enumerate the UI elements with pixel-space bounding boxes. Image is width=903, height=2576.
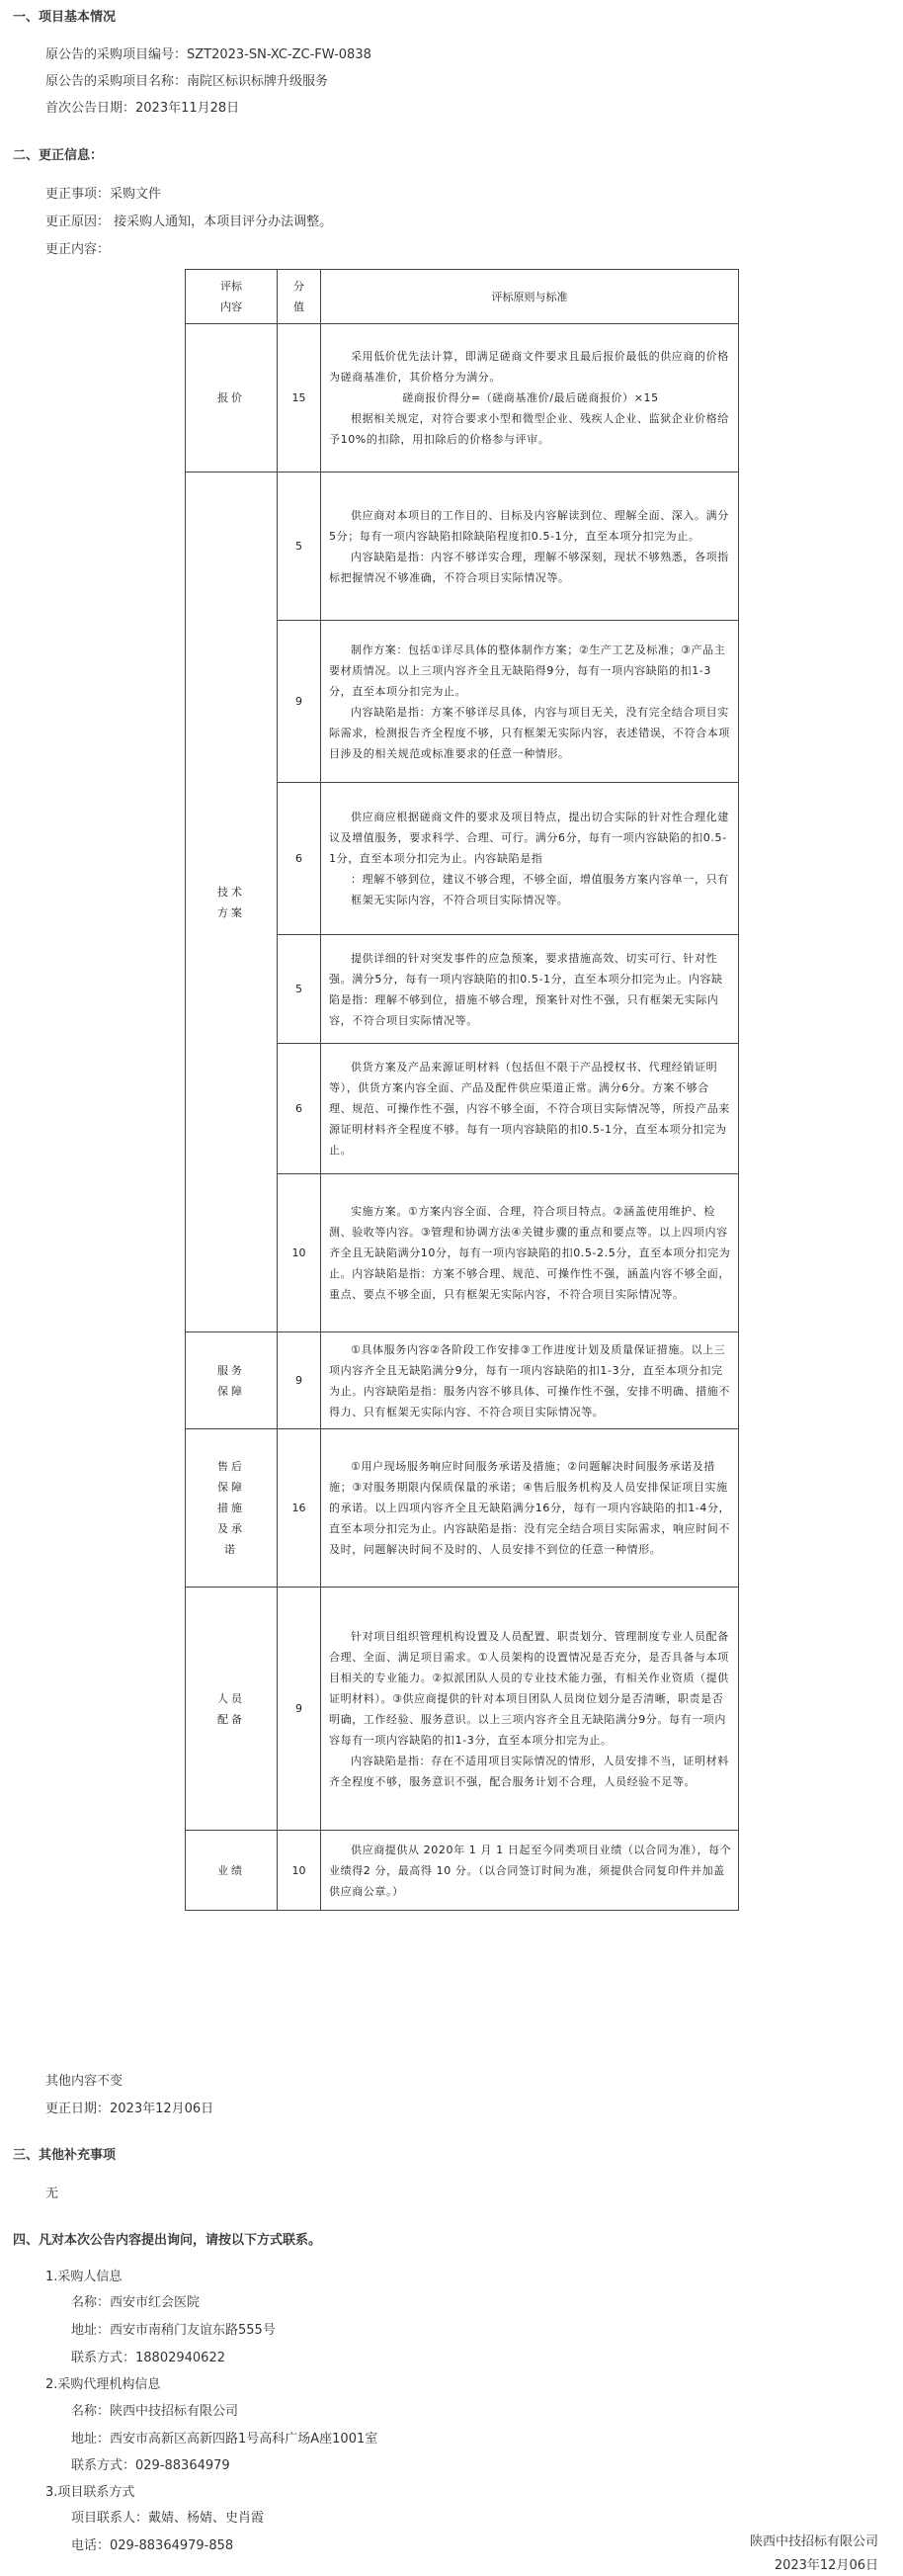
score-tech-2: 9 bbox=[278, 621, 321, 783]
change-reason: 更正原因： 接采购人通知，本项目评分办法调整。 bbox=[45, 215, 333, 229]
change-date: 更正日期：2023年12月06日 bbox=[45, 2102, 214, 2116]
score-price: 15 bbox=[278, 324, 321, 472]
supplement-text: 无 bbox=[45, 2187, 59, 2201]
table-row-after-sales bbox=[186, 1429, 739, 1588]
table-header-row bbox=[186, 270, 739, 324]
category-after-sales: 售后 保障 措施 及承 诺 bbox=[186, 1429, 278, 1588]
criteria-staff: 针对项目组织管理机构设置及人员配置、职责划分、管理制度专业人员配备合理、全面、满足项目需求。①人员架构的设置情况是否充分，是否具备与本项目相关的专业能力。②拟派团队人员的专业技术能力强，有相关作业资质（提供证明材料）。③供应商提供的针对本项目团队人员岗位划分是否清晰，职责是否明确，工作经验、服务意识。以上三项内容齐全且无缺陷满分9分。每有一项内容每有一项内容缺陷的扣1-3分，直至本项分扣完为止。 内容缺陷是指：存在不适用项目实际情况的情形，人员安排不当，证明材料齐全程度不够，服务意识不强，配合服务计划不合理，人员经验不足等。 bbox=[321, 1588, 739, 1831]
criteria-service: ①具体服务内容②各阶段工作安排③工作进度计划及质量保证措施。以上三项内容齐全且无缺陷满分9分，每有一项内容缺陷的扣1-3分，直至本项分扣完为止。内容缺陷是指：服务内容不够具体、可操作性不强，安排不明确、措施不得力、只有框架无实际内容、不符合项目实际情况等。 bbox=[321, 1332, 739, 1429]
agency-phone: 联系方式：029-88364979 bbox=[71, 2458, 230, 2473]
purchaser-title: 1.采购人信息 bbox=[45, 2270, 123, 2284]
score-tech-6: 10 bbox=[278, 1174, 321, 1332]
category-performance: 业绩 bbox=[186, 1831, 278, 1911]
table-row-service bbox=[186, 1332, 739, 1429]
header-eval-content: 评标 内容 bbox=[186, 270, 278, 324]
section-change-title: 二、更正信息： bbox=[13, 148, 104, 163]
header-score: 分 值 bbox=[278, 270, 321, 324]
project-contact-title: 3.项目联系方式 bbox=[45, 2485, 135, 2500]
criteria-tech-3: 供应商应根据磋商文件的要求及项目特点，提出切合实际的针对性合理化建议及增值服务，要求科学、合理、可行。满分6分，每有一项内容缺陷的扣0.5-1分，直至本项分扣完为止。内容缺陷是指 ：理解不够到位，建议不够合理，不够全面，增值服务方案内容单一，只有框架无实际内容，不符合项目实际情况等。 bbox=[321, 783, 739, 935]
project-name: 原公告的采购项目名称：南院区标识标牌升级服务 bbox=[45, 74, 329, 89]
agency-title: 2.采购代理机构信息 bbox=[45, 2377, 161, 2392]
criteria-after-sales: ①用户现场服务响应时间服务承诺及措施；②问题解决时间服务承诺及措施；③对服务期限内保质保量的承诺；④售后服务机构及人员安排保证项目实施的承诺。以上四项内容齐全且无缺陷满分16分，每有一项内容缺陷的扣1-4分，直至本项分扣完为止。内容缺陷是指：没有完全结合项目实际需求，响应时间不及时，问题解决时间不及时的、人员安排不到位的任意一种情形。 bbox=[321, 1429, 739, 1588]
criteria-price: 采用低价优先法计算，即满足磋商文件要求且最后报价最低的供应商的价格为磋商基准价，其价格分为满分。 磋商报价得分=（磋商基准价/最后磋商报价）×15 根据相关规定，对符合要求小型和微型企业、残疾人企业、监狱企业价格给予10%的扣除，用扣除后的价格参与评审。 bbox=[321, 324, 739, 472]
change-item: 更正事项：采购文件 bbox=[45, 187, 162, 202]
project-contact-person: 项目联系人：戴婧、杨婧、史肖霞 bbox=[71, 2511, 265, 2526]
score-after-sales: 16 bbox=[278, 1429, 321, 1588]
table-row-tech-1 bbox=[186, 472, 739, 621]
criteria-performance: 供应商提供从 2020年 1 月 1 日起至今同类项目业绩（以合同为准），每个业绩得2 分，最高得 10 分。（以合同签订时间为准，须提供合同复印件并加盖供应商公章。） bbox=[321, 1831, 739, 1911]
criteria-tech-5: 供货方案及产品来源证明材料（包括但不限于产品授权书、代理经销证明等），供货方案内容全面、产品及配件供应渠道正常。满分6分。方案不够合理、规范、可操作性不强，内容不够全面，不符合项目实际情况等，所投产品来源证明材料齐全程度不够。每有一项内容缺陷的扣0.5-1分，直至本项分扣完为止。 bbox=[321, 1044, 739, 1174]
agency-address: 地址：西安市高新区高新四路1号高科广场A座1001室 bbox=[71, 2432, 378, 2447]
category-staff: 人员 配备 bbox=[186, 1588, 278, 1831]
purchaser-name: 名称：西安市红会医院 bbox=[71, 2295, 201, 2310]
table-row-performance bbox=[186, 1831, 739, 1911]
agency-name: 名称：陕西中技招标有限公司 bbox=[71, 2404, 239, 2419]
category-service: 服务 保障 bbox=[186, 1332, 278, 1429]
score-tech-1: 5 bbox=[278, 472, 321, 621]
footer-company: 陕西中技招标有限公司 bbox=[749, 2534, 878, 2549]
category-technical: 技术 方案 bbox=[186, 472, 278, 1332]
table-row-staff bbox=[186, 1588, 739, 1831]
criteria-tech-1: 供应商对本项目的工作目的、目标及内容解读到位、理解全面、深入。满分5分；每有一项内容缺陷扣除缺陷程度扣0.5-1分，直至本项分扣完为止。 内容缺陷是指：内容不够详实合理，理解不够深刻，现状不够熟悉，各项指标把握情况不够准确，不符合项目实际情况等。 bbox=[321, 472, 739, 621]
section-supplement-title: 三、其他补充事项 bbox=[13, 2148, 117, 2163]
section-contact-title: 四、凡对本次公告内容提出询问，请按以下方式联系。 bbox=[13, 2233, 322, 2248]
purchaser-address: 地址：西安市南稍门友谊东路555号 bbox=[71, 2323, 276, 2338]
criteria-tech-6: 实施方案。①方案内容全面、合理，符合项目特点。②涵盖使用维护、检测、验收等内容。③管理和协调方法④关键步骤的重点和要点等。以上四项内容齐全且无缺陷满分10分，每有一项内容缺陷的扣0.5-2.5分，直至本项分扣完为止。内容缺陷是指：方案不够合理、规范、可操作性不强，涵盖内容不够全面，重点、要点不够全面，只有框架无实际内容，不符合项目实际情况等。 bbox=[321, 1174, 739, 1332]
table-row-price bbox=[186, 324, 739, 472]
criteria-tech-4: 提供详细的针对突发事件的应急预案，要求措施高效、切实可行、针对性强。满分5分，每有一项内容缺陷的扣0.5-1分，直至本项分扣完为止。内容缺陷是指：理解不够到位，措施不够合理，预案针对性不强，只有框架无实际内容，不符合项目实际情况等。 bbox=[321, 935, 739, 1044]
category-price: 报价 bbox=[186, 324, 278, 472]
change-content-label: 更正内容： bbox=[45, 242, 111, 257]
score-service: 9 bbox=[278, 1332, 321, 1429]
score-performance: 10 bbox=[278, 1831, 321, 1911]
first-announcement-date: 首次公告日期：2023年11月28日 bbox=[45, 101, 240, 116]
project-number: 原公告的采购项目编号：SZT2023-SN-XC-ZC-FW-0838 bbox=[45, 47, 371, 62]
scoring-table bbox=[185, 269, 739, 1911]
header-criteria: 评标原则与标准 bbox=[321, 270, 739, 324]
score-tech-4: 5 bbox=[278, 935, 321, 1044]
criteria-tech-2: 制作方案：包括①详尽具体的整体制作方案；②生产工艺及标准；③产品主要材质情况。以上三项内容齐全且无缺陷得9分，每有一项内容缺陷的扣1-3分，直至本项分扣完为止。 内容缺陷是指：方案不够详尽具体，内容与项目无关，没有完全结合项目实际需求，检测报告齐全程度不够，只有框架无实际内容，表述错误，不符合本项目涉及的相关规范或标准要求的任意一种情形。 bbox=[321, 621, 739, 783]
score-tech-5: 6 bbox=[278, 1044, 321, 1174]
project-contact-phone: 电话：029-88364979-858 bbox=[71, 2538, 234, 2553]
purchaser-phone: 联系方式：18802940622 bbox=[71, 2351, 225, 2365]
score-staff: 9 bbox=[278, 1588, 321, 1831]
footer-date: 2023年12月06日 bbox=[774, 2558, 878, 2573]
score-tech-3: 6 bbox=[278, 783, 321, 935]
other-content-unchanged: 其他内容不变 bbox=[45, 2074, 123, 2089]
section-basic-title: 一、项目基本情况 bbox=[13, 10, 117, 25]
